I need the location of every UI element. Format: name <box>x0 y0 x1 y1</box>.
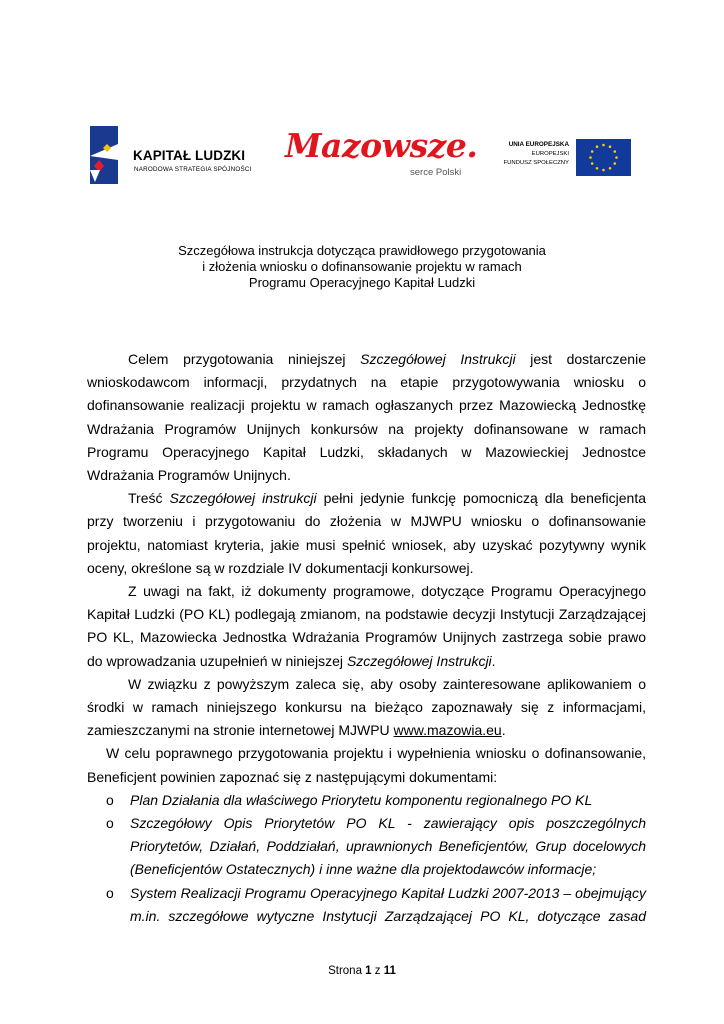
page-footer <box>0 965 724 977</box>
mazowsze-logo <box>285 126 478 188</box>
unia-europejska-logo <box>493 137 633 177</box>
list-item <box>87 812 646 882</box>
unia-line2: EUROPEJSKI <box>531 150 569 157</box>
paragraph-3-emphasis: Szczegółowej Instrukcji <box>346 652 492 669</box>
paragraph-3-text-b: . <box>491 652 496 669</box>
mazowsze-wordmark: Mazowsze. <box>285 126 478 165</box>
bullet-icon: o <box>106 815 114 832</box>
paragraph-1-text-b: jest dostarczenie wnioskodawcom informacji, przydatnych na etapie przygotowywania wniosku o dofinansowanie realizacji projektu w ramach ogłaszanych przez Mazowiecką Jednostkę Wdrażania Programów Unijnych konkursów na projekty dofinansowane w ramach Programu Operacyjnego Kapitał Ludzki, składanych w Mazowieckiej Jednostce Wdrażania Programów Unijnych. <box>87 351 646 484</box>
kapital-ludzki-mark-icon <box>88 126 122 186</box>
document-body <box>87 348 646 928</box>
paragraph-1-text-a: Celem przygotowania niniejszej <box>128 351 361 367</box>
title-line-3: Programu Operacyjnego Kapitał Ludzki <box>248 275 476 290</box>
paragraph-2-emphasis: Szczegółowej instrukcji <box>169 490 317 507</box>
list-item-text: Plan Działania dla właściwego Priorytetu komponentu regionalnego PO KL <box>130 791 593 808</box>
unia-text <box>493 140 569 169</box>
mazowia-link[interactable]: www.mazowia.eu <box>393 722 502 739</box>
page-number: 1 <box>365 965 372 977</box>
paragraph-2-text-b: pełni jedynie funkcję pomocniczą dla beneficjenta przy tworzeniu i przygotowaniu do złożenia w MJWPU wniosku o dofinansowanie projektu, natomiast kryteria, jakie musi spełnić wniosek, aby uzyskać pozytywny wynik oceny, określone są w rozdziale IV dokumentacji konkursowej. <box>87 490 646 576</box>
paragraph-3 <box>87 580 646 673</box>
paragraph-1 <box>87 348 646 487</box>
list-item-text: System Realizacji Programu Operacyjnego Kapitał Ludzki 2007-2013 – obejmujący m.in. szczegółowe wytyczne Instytucji Zarządzającej PO KL, dotyczące zasad <box>130 884 646 924</box>
paragraph-4 <box>87 673 646 743</box>
list-item <box>87 789 646 812</box>
documents-list <box>87 789 646 928</box>
eu-flag-icon <box>576 139 631 176</box>
kapital-ludzki-logo <box>88 126 263 186</box>
document-title <box>88 243 636 291</box>
paragraph-1-emphasis: Szczegółowej Instrukcji <box>360 351 516 367</box>
bullet-icon: o <box>106 884 114 901</box>
bullet-icon: o <box>106 791 114 808</box>
paragraph-4-text-a: W związku z powyższym zaleca się, aby osoby zainteresowane aplikowaniem o środki w ramach niniejszego konkursu na bieżąco zapoznawały się z informacjami, zamieszczanymi na stronie internetowej MJWPU <box>87 675 646 739</box>
paragraph-5: W celu poprawnego przygotowania projektu i wypełnienia wniosku o dofinansowanie, Beneficjent powinien zapoznać się z następującymi dokumentami: <box>87 745 646 785</box>
kapital-ludzki-title: KAPITAŁ LUDZKI <box>133 148 246 163</box>
paragraph-2 <box>87 487 646 580</box>
title-line-2: i złożenia wniosku o dofinansowanie projektu w ramach <box>202 259 522 274</box>
footer-prefix: Strona <box>328 965 366 977</box>
paragraph-2-text-a: Treść <box>128 490 170 507</box>
mazowsze-tagline: serce Polski <box>410 167 462 178</box>
header-logos <box>88 122 633 192</box>
title-line-1: Szczegółowa instrukcja dotycząca prawidłowego przygotowania <box>178 243 546 258</box>
list-item <box>87 882 646 928</box>
paragraph-3-text-a: Z uwagi na fakt, iż dokumenty programowe, dotyczące Programu Operacyjnego Kapitał Ludzki (PO KL) podlegają zmianom, na podstawie decyzji Instytucji Zarządzającej PO KL, Mazowiecka Jednostka Wdrażania Programów Unijnych zastrzega sobie prawo do wprowadzania uzupełnień w niniejszej <box>87 583 646 669</box>
list-item-text: Szczegółowy Opis Priorytetów PO KL - zawierający opis poszczególnych Priorytetów, Działań, Poddziałań, uprawnionych Beneficjentów, Grup docelowych (Beneficjentów Ostatecznych) i inne ważne dla projektodawców informacje; <box>130 815 646 878</box>
paragraph-4-text-b: . <box>501 722 506 739</box>
unia-line3: FUNDUSZ SPOŁECZNY <box>503 160 569 166</box>
footer-separator: z <box>371 965 384 977</box>
unia-line1: UNIA EUROPEJSKA <box>508 141 569 148</box>
page-total: 11 <box>383 965 396 977</box>
kapital-ludzki-subtitle: NARODOWA STRATEGIA SPÓJNOŚCI <box>134 166 252 173</box>
